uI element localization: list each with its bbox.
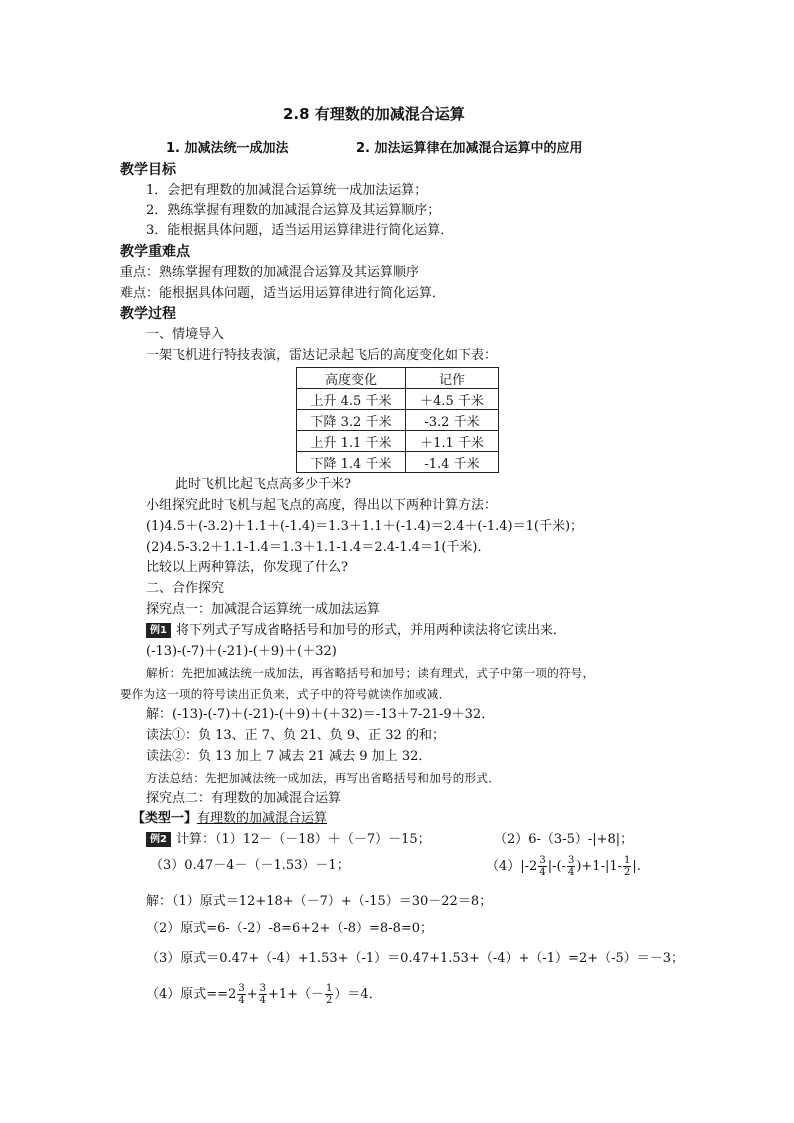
table-row	[297, 452, 499, 473]
table-row	[297, 410, 499, 431]
q4-label: （4）	[486, 859, 521, 874]
intro-heading: 一、情境导入	[146, 327, 225, 342]
type-bracket: 【类型一】	[132, 811, 198, 826]
reading-1: 读法①：负 13、正 7、负 21、负 9、正 32 的和；	[146, 728, 445, 743]
process-heading: 教学过程	[120, 306, 176, 322]
table-header: 高度变化	[297, 368, 406, 389]
table-row	[297, 389, 499, 410]
example-1	[146, 622, 566, 640]
example-2	[146, 831, 431, 849]
answer-1: 解：（1）原式＝12+18+（－7）+（-15）＝30－22＝8；	[146, 894, 493, 909]
keys-heading: 教学重难点	[120, 244, 190, 260]
fraction-three-quarters: $\frac{3}{4}$	[567, 855, 575, 878]
table-cell: 下降 3.2 千米	[297, 410, 406, 431]
q4-part-c: )+1-|1-	[576, 859, 622, 874]
method-summary: 方法总结：先把加减法统一成加法，再写出省略括号和加号的形式．	[146, 771, 500, 785]
example-1-badge: 例1	[146, 623, 171, 638]
intro-text: 一架飞机进行特技表演，雷达记录起飞后的高度变化如下表：	[146, 348, 498, 363]
coop-heading: 二、合作探究	[146, 581, 225, 596]
example-2-q1: （1）12－（－18）＋（－7）－15；	[214, 832, 431, 847]
table-cell: 上升 4.5 千米	[297, 389, 406, 410]
analysis-line-2: 要作为这一项的符号读出正负来，式子中的符号就读作加或减．	[120, 687, 451, 701]
explore-text: 小组探究此时飞机与起飞点的高度，得出以下两种计算方法：	[146, 498, 498, 513]
point-1: 探究点一：加减混合运算统一成加法运算	[146, 602, 381, 617]
table-cell: -3.2 千米	[406, 410, 499, 431]
question-text: 此时飞机比起飞点高多少千米?	[175, 477, 351, 492]
fraction-three-quarters: $\frac{3}{4}$	[259, 983, 266, 1006]
method-2: (2)4.5-3.2＋1.1-1.4＝1.3＋1.1-1.4＝2.4-1.4＝1(千米)．	[146, 540, 491, 555]
table-cell: 上升 1.1 千米	[297, 431, 406, 452]
analysis-line-1: 解析：先把加减法统一成加法，再省略括号和加号；读有理式，式子中第一项的符号，	[146, 666, 595, 680]
table-header: 记作	[406, 368, 499, 389]
example-2-q4	[486, 854, 641, 880]
example-2-label: 计算：	[175, 832, 215, 847]
table-cell: ＋4.5 千米	[406, 389, 499, 410]
difficulty-point: 难点：能根据具体问题，适当运用运算律进行简化运算．	[120, 286, 446, 301]
table-cell: ＋1.1 千米	[406, 431, 499, 452]
type-title: 有理数的加减混合运算	[197, 811, 328, 826]
altitude-table	[296, 367, 499, 473]
ans4-part-c: ）＝4．	[334, 987, 382, 1002]
solution-text: 解：(-13)-(-7)＋(-21)-(＋9)＋(＋32)＝-13＋7-21-9＋32．	[146, 707, 495, 722]
fraction-one-half: $\frac{1}{2}$	[624, 855, 631, 878]
reading-2: 读法②：负 13 加上 7 减去 21 减去 9 加上 32．	[146, 749, 432, 764]
point-2: 探究点二：有理数的加减混合运算	[146, 791, 342, 806]
subtitle-part-1: 1. 加减法统一成加法	[166, 141, 289, 156]
fraction-one-half: $\frac{1}{2}$	[326, 983, 333, 1006]
fraction-three-quarters: $\frac{3}{4}$	[539, 855, 546, 878]
answer-4	[146, 980, 382, 1010]
example-2-q2: （2）6-（3-5）-|+8|；	[494, 832, 634, 847]
q4-part-b: |-(-	[547, 859, 566, 874]
ans4-part-b: +1+（－	[267, 987, 325, 1002]
compare-text: 比较以上两种算法，你发现了什么?	[146, 560, 348, 575]
answer-2: （2）原式=6-（-2）-8=6+2+（-8）=8-8=0；	[146, 921, 434, 936]
example-1-expression: (-13)-(-7)＋(-21)-(＋9)＋(＋32)	[146, 644, 337, 659]
goal-item: 2．熟练掌握有理数的加减混合运算及其运算顺序；	[146, 203, 441, 218]
q4-part-d: |.	[632, 859, 641, 874]
example-2-q3: （3）0.47－4－（－1.53）－1；	[150, 858, 350, 873]
table-row	[297, 431, 499, 452]
ans4-plus: +	[246, 987, 258, 1002]
goal-item: 3．能根据具体问题，适当运用运算律进行简化运算．	[146, 223, 454, 238]
ans4-part-a: （4）原式==2	[146, 987, 237, 1002]
goals-heading: 教学目标	[120, 162, 176, 178]
q4-part-a: |-2	[520, 859, 538, 874]
type-one-heading	[132, 810, 327, 828]
example-2-badge: 例2	[146, 832, 171, 847]
answer-3: （3）原式＝0.47+（-4）+1.53+（-1）＝0.47+1.53+（-4）+（-1）=2+（-5）＝－3；	[146, 951, 685, 966]
page-title: 2.8 有理数的加减混合运算	[283, 105, 465, 123]
example-1-text: 将下列式子写成省略括号和加号的形式，并用两种读法将它读出来．	[175, 623, 566, 638]
key-point: 重点：熟练掌握有理数的加减混合运算及其运算顺序	[120, 265, 420, 280]
table-header-row	[297, 368, 499, 389]
method-1: (1)4.5＋(-3.2)＋1.1＋(-1.4)＝1.3＋1.1＋(-1.4)＝2.4＋(-1.4)＝1(千米)；	[146, 519, 584, 534]
subtitle-part-2: 2. 加法运算律在加减混合运算中的应用	[356, 141, 583, 156]
goal-item: 1．会把有理数的加减混合运算统一成加法运算；	[146, 183, 428, 198]
table-cell: 下降 1.4 千米	[297, 452, 406, 473]
fraction-three-quarters: $\frac{3}{4}$	[238, 983, 245, 1006]
table-cell: -1.4 千米	[406, 452, 499, 473]
